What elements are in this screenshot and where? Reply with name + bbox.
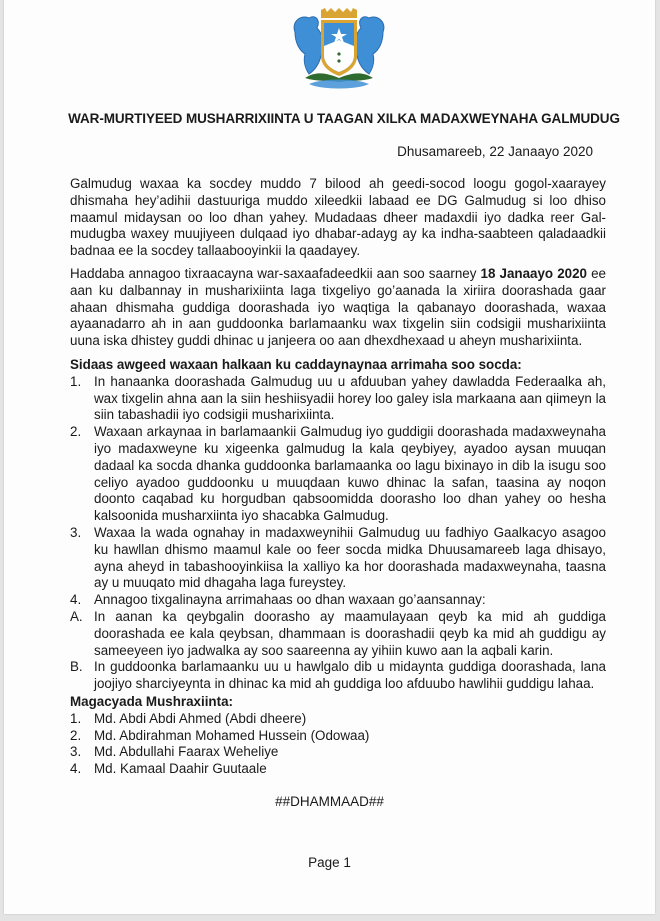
item-marker: 2. xyxy=(70,727,82,743)
item-marker: 1. xyxy=(70,710,82,726)
end-marker: ##DHAMMAAD## xyxy=(275,794,384,809)
item-text: Waxaa la wada ognahay in madaxweynihii Galmudug uu fadhiyo Gaalkacyo asagoo ku hawllan dhismo maamul kale oo feer socda midka Dhuusamareeb laga dhisayo, ayna aheyd in tabashooyinkiisa la xalliyo ka hor doorashada madaxweynaha, taasna ay u muuqato mid dhagaha laga fureystey. xyxy=(94,524,606,591)
page-number: Page 1 xyxy=(308,855,351,870)
candidate-name: Md. Kamaal Daahir Guutaale xyxy=(94,761,267,777)
candidates-list xyxy=(70,711,606,778)
candidate-item xyxy=(70,744,606,761)
item-marker: A. xyxy=(70,608,83,624)
item-text: Annagoo tixgalinayna arrimahaas oo dhan waxaan go’aansannay: xyxy=(94,592,486,608)
document-title: WAR-MURTIYEED MUSHARRIXIINTA U TAAGAN XILKA MADAXWEYNAHA GALMUDUG xyxy=(68,111,620,126)
paragraph-context xyxy=(70,266,606,350)
statement-item xyxy=(70,659,606,693)
item-marker: 2. xyxy=(70,424,82,440)
coat-of-arms-icon xyxy=(287,4,391,96)
item-marker: 3. xyxy=(70,524,82,540)
statements-heading: Sidaas awgeed waxaan halkaan ku caddaynaynaa arrimaha soo socda: xyxy=(70,357,522,372)
candidate-item xyxy=(70,711,606,728)
highlighted-date: 18 Janaayo 2020 xyxy=(480,266,587,281)
item-text: In hanaanka doorashada Galmudug uu u afduuban yahey dawladda Federaalka ah, wax tixgelin ahna aan la siin heshiisyadii horey loo galey isla markaana aan qiimeyn la siin tabashadii iyo codsigii musharixiinta. xyxy=(94,373,606,423)
item-text: In guddoonka barlamaanku uu u hawlgalo dib u midaynta guddiga doorashada, lana joojiyo sharciyeynta in dhinac ka mid ah guddiga loo afduubo hawlihii guddigu lahaa. xyxy=(94,659,606,692)
candidate-name: Md. Abdi Abdi Ahmed (Abdi dheere) xyxy=(94,710,307,726)
item-marker: 3. xyxy=(70,744,82,760)
document-page xyxy=(4,0,655,914)
statements-list xyxy=(70,374,606,693)
item-marker: B. xyxy=(70,659,83,675)
document-date: Dhusamareeb, 22 Janaayo 2020 xyxy=(397,144,593,159)
item-text: In aanan ka qeybgalin doorasho ay maamulayaan qeyb ka mid ah guddiga doorashada ee kala qeybsan, dhammaan is doorashadii qeyb ka mid ah guddigu ay sameeyeen iyo jadwalka ay soo saareenna ay yihiin kuwo aan la aqbali karin. xyxy=(94,608,606,658)
item-marker: 4. xyxy=(70,761,82,777)
paragraph-context-text: Haddaba annagoo tixraacayna war-saxaafadeedkii aan soo saarney xyxy=(70,266,481,281)
statement-item xyxy=(70,592,606,609)
statement-item xyxy=(70,424,606,525)
paragraph-context-text-cont: ee aan ku dalbannay in musharixiinta laga tixgeliyo go’aanada la xiriira doorashada gaar ahaan dhismaha guddiga doorashada iyo waqtiga la qabanayo doorashada, waxaa ayaanadarro ah in aan guddoonka barlamaanku wax tixgelin siin codsigii musharixiinta uuna iska dhistey guddi dhinac u janjeera oo aan dhexdhexaad u aheyn musharixiinta. xyxy=(70,266,606,349)
candidate-item xyxy=(70,728,606,745)
statements-section xyxy=(70,357,606,693)
item-text: Waxaan arkaynaa in barlamaankii Galmudug iyo guddigii doorashada madaxweynaha iyo madaxweyne ku xigeenka galmudug la kala qeybiyey, ayadoo aysan muuqan dadaal ka socda dhanka guddoonka barlamaanka oo lagu bixinayo in dib la isugu soo celiyo ayadoo guddoonku u muuqdaan kuwo dhinac la safan, taasina ay noqon doonto caqabad ku horgudban qabsoomidda doorasho loo dhan yahey oo hesha kalsoonida musharxiinta iyo shacabka Galmudug. xyxy=(94,424,606,524)
candidate-name: Md. Abdullahi Faarax Weheliye xyxy=(94,744,279,760)
paragraph-intro: Galmudug waxaa ka socdey muddo 7 bilood ah geedi-socod loogu gogol-xaarayey dhismaha hey’adihii dastuuriga muddo xileedkii labaad ee DG Galmudug si loo dhiso maamul midaysan oo loo dhan yahey. Mudadaas dheer madaxdii iyo dadka reer Gal-mudugba waxey muujiyeen dulqaad iyo dhabar-adayg ay ka indha-saabteen qaladaadkii badnaa ee la socdey tallaabooyinkii la qaadayey. xyxy=(70,176,606,259)
item-marker: 1. xyxy=(70,373,82,389)
candidate-item xyxy=(70,761,606,778)
item-marker: 4. xyxy=(70,592,82,608)
statement-item xyxy=(70,374,606,424)
candidates-section xyxy=(70,694,606,778)
statement-item xyxy=(70,525,606,592)
candidates-heading: Magacyada Mushraxiinta: xyxy=(70,694,233,709)
statement-item xyxy=(70,609,606,659)
candidate-name: Md. Abdirahman Mohamed Hussein (Odowaa) xyxy=(94,727,370,743)
